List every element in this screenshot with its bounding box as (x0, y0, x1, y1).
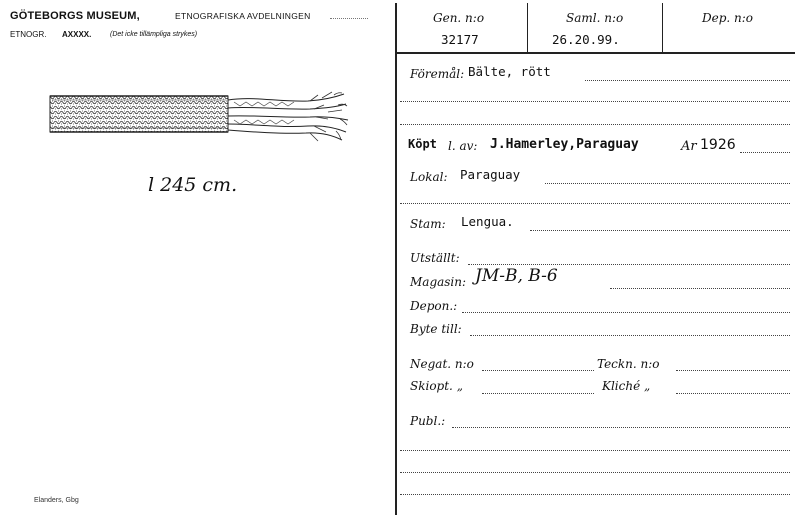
lokal-label: Lokal: (410, 170, 448, 184)
foremal-label: Föremål: (410, 67, 465, 81)
card-left-border (395, 3, 397, 515)
teckn-line (676, 370, 790, 371)
negat-line (482, 370, 594, 371)
blank-line-2 (400, 124, 790, 125)
dep-label: Dep. n:o (702, 11, 754, 25)
museum-name: GÖTEBORGS MUSEUM, (10, 10, 140, 22)
byte-line (470, 335, 790, 336)
magasin-label: Magasin: (410, 275, 467, 289)
saml-label: Saml. n:o (566, 11, 624, 25)
utstallt-line (468, 264, 790, 265)
printer-name: Elanders, Gbg (34, 497, 79, 504)
collection-code: AXXXX. (62, 30, 92, 39)
foremal-line (585, 80, 790, 81)
depon-line (462, 312, 790, 313)
publ-label: Publ.: (410, 414, 446, 428)
kopt-line (740, 152, 790, 153)
utstallt-label: Utställt: (410, 251, 460, 265)
kopt-label: Köpt (408, 137, 437, 151)
byte-label: Byte till: (410, 322, 462, 336)
depon-label: Depon.: (410, 299, 458, 313)
ar-value: 1926 (700, 137, 736, 153)
kliche-line (676, 393, 790, 394)
blank-line-3 (400, 203, 790, 204)
magasin-value: JM-B, B-6 (475, 266, 558, 286)
etnogr-label: ETNOGR. (10, 30, 47, 39)
gen-value: 32177 (441, 32, 479, 47)
header-divider-1 (527, 3, 528, 53)
lokal-line (545, 183, 790, 184)
blank-line-6 (400, 494, 790, 495)
stam-label: Stam: (410, 217, 446, 231)
department-name: ETNOGRAFISKA AVDELNINGEN (175, 11, 311, 21)
kopt-value: J.Hamerley,Paraguay (490, 137, 639, 152)
header-dots (330, 18, 368, 19)
stam-line (530, 230, 790, 231)
strike-note: (Det icke tillämpliga strykes) (110, 31, 198, 38)
blank-line-4 (400, 450, 790, 451)
teckn-label: Teckn. n:o (597, 357, 660, 371)
header-divider-2 (662, 3, 663, 53)
gen-label: Gen. n:o (433, 11, 485, 25)
object-length: l 245 cm. (148, 174, 238, 196)
kopt-suffix: l. av: (448, 139, 478, 153)
skiopt-label: Skiopt. „ (410, 379, 463, 393)
lokal-value: Paraguay (460, 167, 521, 182)
belt-drawing (48, 90, 353, 145)
ar-label: Ar (681, 139, 697, 154)
publ-line (452, 427, 790, 428)
negat-label: Negat. n:o (410, 357, 474, 371)
blank-line-5 (400, 472, 790, 473)
foremal-value: Bälte, rött (468, 64, 551, 79)
kliche-label: Kliché „ (602, 379, 651, 393)
saml-value: 26.20.99. (552, 32, 620, 47)
magasin-line (610, 288, 790, 289)
stam-value: Lengua. (461, 214, 514, 229)
header-bottom-border (395, 52, 795, 54)
blank-line-1 (400, 101, 790, 102)
skiopt-line (482, 393, 594, 394)
